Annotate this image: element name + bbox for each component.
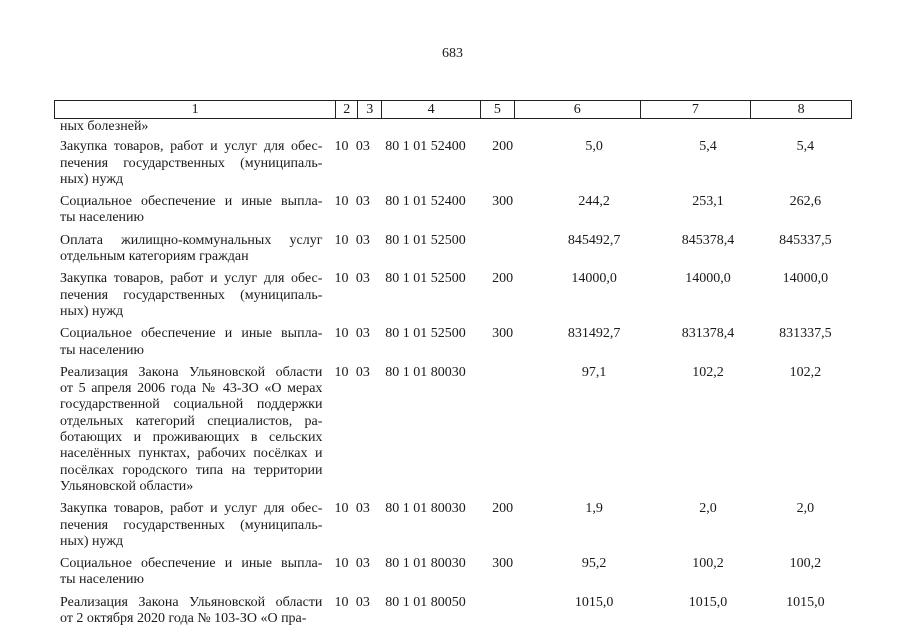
row-name-line: ных) нужд — [60, 533, 124, 549]
header-col-8: 8 — [797, 102, 805, 117]
row-subsection: 03 — [355, 194, 370, 210]
row-expense-type: 300 — [492, 556, 514, 572]
row-target-code: 80 1 01 80050 — [385, 594, 466, 610]
header-col-1: 1 — [55, 101, 336, 118]
row-value-col8: 14000,0 — [782, 271, 829, 287]
row-value-col6: 97,1 — [581, 364, 607, 380]
row-name-line: Реализация Закона Ульяновской области — [60, 594, 323, 610]
row-name — [60, 233, 322, 266]
row-value-col8: 1015,0 — [786, 594, 825, 610]
continuation-text: ных болезней» — [60, 119, 149, 134]
header-col-3: 3 — [358, 101, 382, 118]
row-value-col8: 100,2 — [789, 556, 822, 572]
row-section: 10 — [334, 232, 349, 248]
row-value-col7: 102,2 — [692, 364, 724, 380]
row-name — [60, 595, 322, 628]
row-name — [60, 501, 322, 550]
row-section: 10 — [334, 364, 349, 380]
row-name-line: посёлках городского типа на территории — [60, 462, 323, 478]
row-name-line: Закупка товаров, работ и услуг для обес- — [60, 501, 323, 517]
row-name-line: Социальное обеспечение и иные выпла- — [60, 326, 323, 342]
row-name — [60, 365, 322, 495]
row-name-line: Реализация Закона Ульяновской области — [60, 364, 323, 380]
row-target-code: 80 1 01 52500 — [385, 326, 466, 342]
row-value-col8: 2,0 — [796, 501, 815, 517]
row-subsection: 03 — [355, 271, 370, 287]
row-section: 10 — [334, 139, 349, 155]
header-col-7: 7 — [641, 101, 752, 118]
row-name-line: ных) нужд — [60, 171, 124, 187]
row-name-line: Закупка товаров, работ и услуг для обес- — [60, 271, 323, 287]
row-name-line: ты населению — [60, 572, 144, 588]
row-subsection: 03 — [355, 326, 370, 342]
row-section: 10 — [334, 326, 349, 342]
row-subsection: 03 — [355, 594, 370, 610]
row-value-col7: 5,4 — [699, 139, 717, 155]
row-name-line: Социальное обеспечение и иные выпла- — [60, 194, 323, 210]
row-value-col6: 845492,7 — [567, 232, 621, 248]
row-value-col6: 831492,7 — [567, 326, 621, 342]
row-name — [60, 139, 322, 188]
row-subsection: 03 — [355, 556, 370, 572]
row-target-code: 80 1 01 52400 — [385, 139, 466, 155]
row-name-line: от 2 октября 2020 года № 103-ЗО «О пра- — [60, 611, 307, 627]
row-target-code: 80 1 01 52500 — [385, 271, 466, 287]
row-section: 10 — [334, 594, 349, 610]
table-row — [60, 501, 852, 550]
row-value-col8: 5,4 — [796, 139, 815, 155]
row-value-col6: 5,0 — [585, 139, 603, 155]
table-row — [60, 233, 852, 266]
row-section: 10 — [334, 556, 349, 572]
row-value-col6: 244,2 — [578, 194, 610, 210]
table-row — [60, 595, 852, 628]
row-section: 10 — [334, 271, 349, 287]
row-subsection: 03 — [355, 501, 370, 517]
row-value-col8: 831337,5 — [779, 326, 832, 342]
row-name-line: населённых пунктах, рабочих посёлках и — [60, 446, 323, 462]
row-name — [60, 194, 322, 227]
row-name-line: печения государственных (муниципаль- — [60, 517, 323, 533]
row-subsection: 03 — [355, 139, 370, 155]
row-name-line: печения государственных (муниципаль- — [60, 287, 323, 303]
table-header — [54, 100, 852, 119]
header-col-2: 2 — [336, 101, 358, 118]
row-expense-type: 200 — [492, 271, 514, 287]
row-name-line: ных) нужд — [60, 303, 124, 319]
row-value-col8: 845337,5 — [779, 232, 832, 248]
row-value-col7: 253,1 — [692, 194, 724, 210]
row-expense-type: 300 — [492, 194, 514, 210]
row-section: 10 — [334, 501, 349, 517]
row-subsection: 03 — [355, 364, 370, 380]
row-expense-type: 200 — [492, 501, 514, 517]
row-name-line: ты населению — [60, 210, 144, 226]
row-value-col6: 1,9 — [585, 501, 603, 517]
row-value-col6: 95,2 — [581, 556, 607, 572]
row-value-col6: 1015,0 — [574, 594, 614, 610]
row-target-code: 80 1 01 80030 — [385, 501, 466, 517]
table-row — [60, 271, 852, 320]
row-name — [60, 271, 322, 320]
row-value-col7: 831378,4 — [681, 326, 735, 342]
row-target-code: 80 1 01 80030 — [385, 556, 466, 572]
table-row — [60, 556, 852, 589]
continuation-row — [60, 119, 852, 135]
row-value-col7: 845378,4 — [681, 232, 735, 248]
row-name-line: ботающих и проживающих в сельских — [60, 430, 323, 446]
row-expense-type: 200 — [492, 139, 514, 155]
row-target-code: 80 1 01 80030 — [385, 364, 466, 380]
table-row — [60, 139, 852, 188]
row-target-code: 80 1 01 52400 — [385, 194, 466, 210]
row-name-line: государственной социальной поддержки — [60, 397, 323, 413]
row-name-line: ты населению — [60, 342, 144, 358]
row-name — [60, 556, 322, 589]
row-expense-type: 300 — [492, 326, 514, 342]
table-row — [60, 365, 852, 495]
row-name-line: Закупка товаров, работ и услуг для обес- — [60, 139, 323, 155]
row-name-line: Ульяновской области» — [60, 478, 194, 494]
row-section: 10 — [334, 194, 349, 210]
row-name-line: отдельным категориям граждан — [60, 249, 249, 265]
table-body — [60, 119, 852, 633]
row-value-col8: 262,6 — [789, 194, 822, 210]
row-value-col8: 102,2 — [789, 364, 822, 380]
table-row — [60, 326, 852, 359]
row-target-code: 80 1 01 52500 — [385, 232, 466, 248]
row-name — [60, 326, 322, 359]
header-col-6: 6 — [515, 101, 641, 118]
row-name-line: Оплата жилищно-коммунальных услуг — [60, 232, 323, 248]
table-row — [60, 194, 852, 227]
row-name-line: Социальное обеспечение и иные выпла- — [60, 556, 323, 572]
row-value-col7: 1015,0 — [688, 594, 728, 610]
row-value-col7: 2,0 — [699, 501, 717, 517]
row-value-col7: 14000,0 — [685, 271, 731, 287]
row-name-line: отдельных категорий специалистов, ра- — [60, 413, 323, 429]
row-name-line: печения государственных (муниципаль- — [60, 155, 323, 171]
header-col-5: 5 — [481, 101, 515, 118]
row-name-line: от 5 апреля 2006 года № 43-ЗО «О мерах — [60, 381, 323, 397]
row-value-col6: 14000,0 — [571, 271, 617, 287]
page-number: 683 — [442, 46, 463, 61]
row-subsection: 03 — [355, 232, 370, 248]
header-col-4: 4 — [382, 101, 481, 118]
row-value-col7: 100,2 — [692, 556, 724, 572]
